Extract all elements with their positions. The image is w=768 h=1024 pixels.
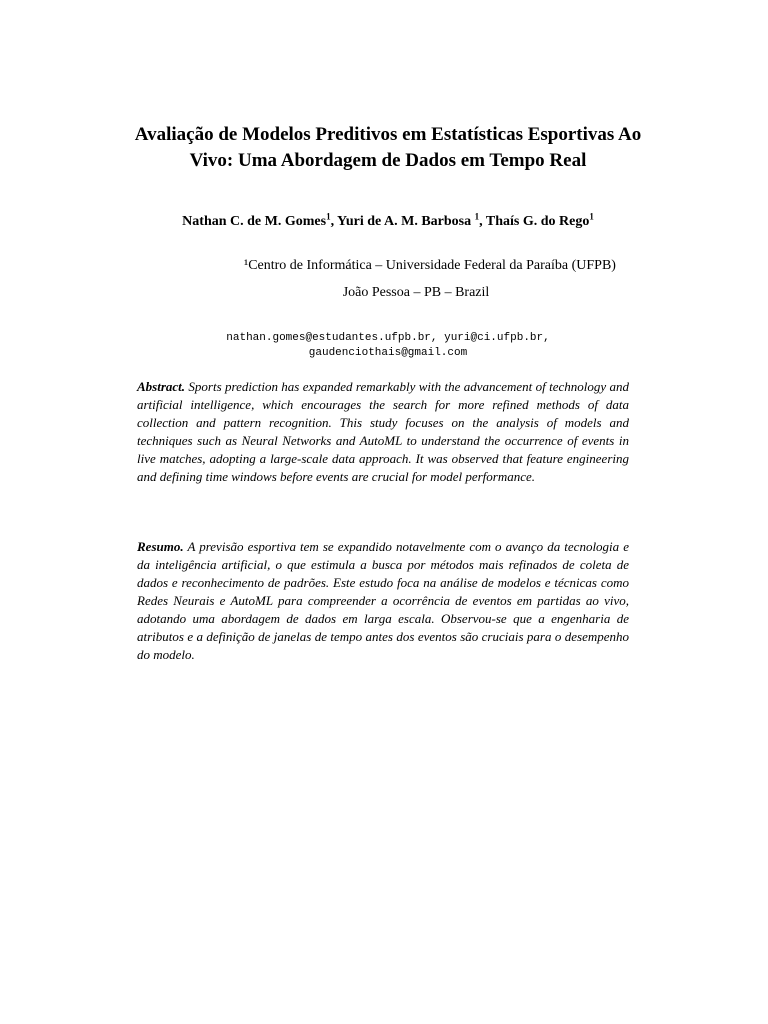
email-list [130, 331, 646, 361]
resumo-label: Resumo. [137, 539, 184, 554]
author-affiliation-marker: 1 [326, 211, 331, 222]
email-line: nathan.gomes@estudantes.ufpb.br, yuri@ci.ufpb.br, [226, 332, 550, 344]
author-separator: , [330, 214, 338, 229]
abstract-label: Abstract. [137, 379, 186, 394]
author-affiliation-marker: 1 [474, 211, 480, 222]
author-affiliation-marker: 1 [589, 211, 594, 222]
email-line: gaudenciothais@gmail.com [308, 347, 468, 359]
affiliation: ¹Centro de Informática – Universidade Federal da Paraíba (UFPB) [244, 258, 616, 273]
abstract-paragraph [137, 378, 629, 486]
author-name: Thaís G. do Rego [485, 214, 590, 229]
paper-title: Avaliação de Modelos Preditivos em Estatísticas Esportivas Ao Vivo: Uma Abordagem de Dados em Tempo Real [134, 124, 642, 171]
author-line [100, 212, 676, 232]
resumo-text: A previsão esportiva tem se expandido notavelmente com o avanço da tecnologia e da inteligência artificial, o que estimula a busca por métodos mais refinados de coleta de dados e reconhecimento de padrões. Este estudo foca na análise de modelos e técnicas como Redes Neurais e AutoML para compreender a ocorrência de eventos em partidas ao vivo, adotando uma abordagem de dados em larga escala. Observou-se que a engenharia de atributos e a definição de janelas de tempo antes dos eventos são cruciais para o desempenho do modelo. [137, 539, 630, 662]
resumo-paragraph [137, 538, 629, 664]
author-separator: , [479, 214, 486, 229]
location: João Pessoa – PB – Brazil [342, 285, 490, 300]
author-name: Yuri de A. M. Barbosa [337, 214, 475, 229]
author-name: Nathan C. de M. Gomes [182, 214, 327, 229]
abstract-text: Sports prediction has expanded remarkably with the advancement of technology and artificial intelligence, which encourages the search for more refined methods of data collection and pattern recognition. This study focuses on the analysis of models and techniques such as Neural Networks and AutoML to understand the occurrence of events in live matches, adopting a large-scale data approach. It was observed that feature engineering and defining time windows before events are crucial for model performance. [137, 379, 629, 484]
